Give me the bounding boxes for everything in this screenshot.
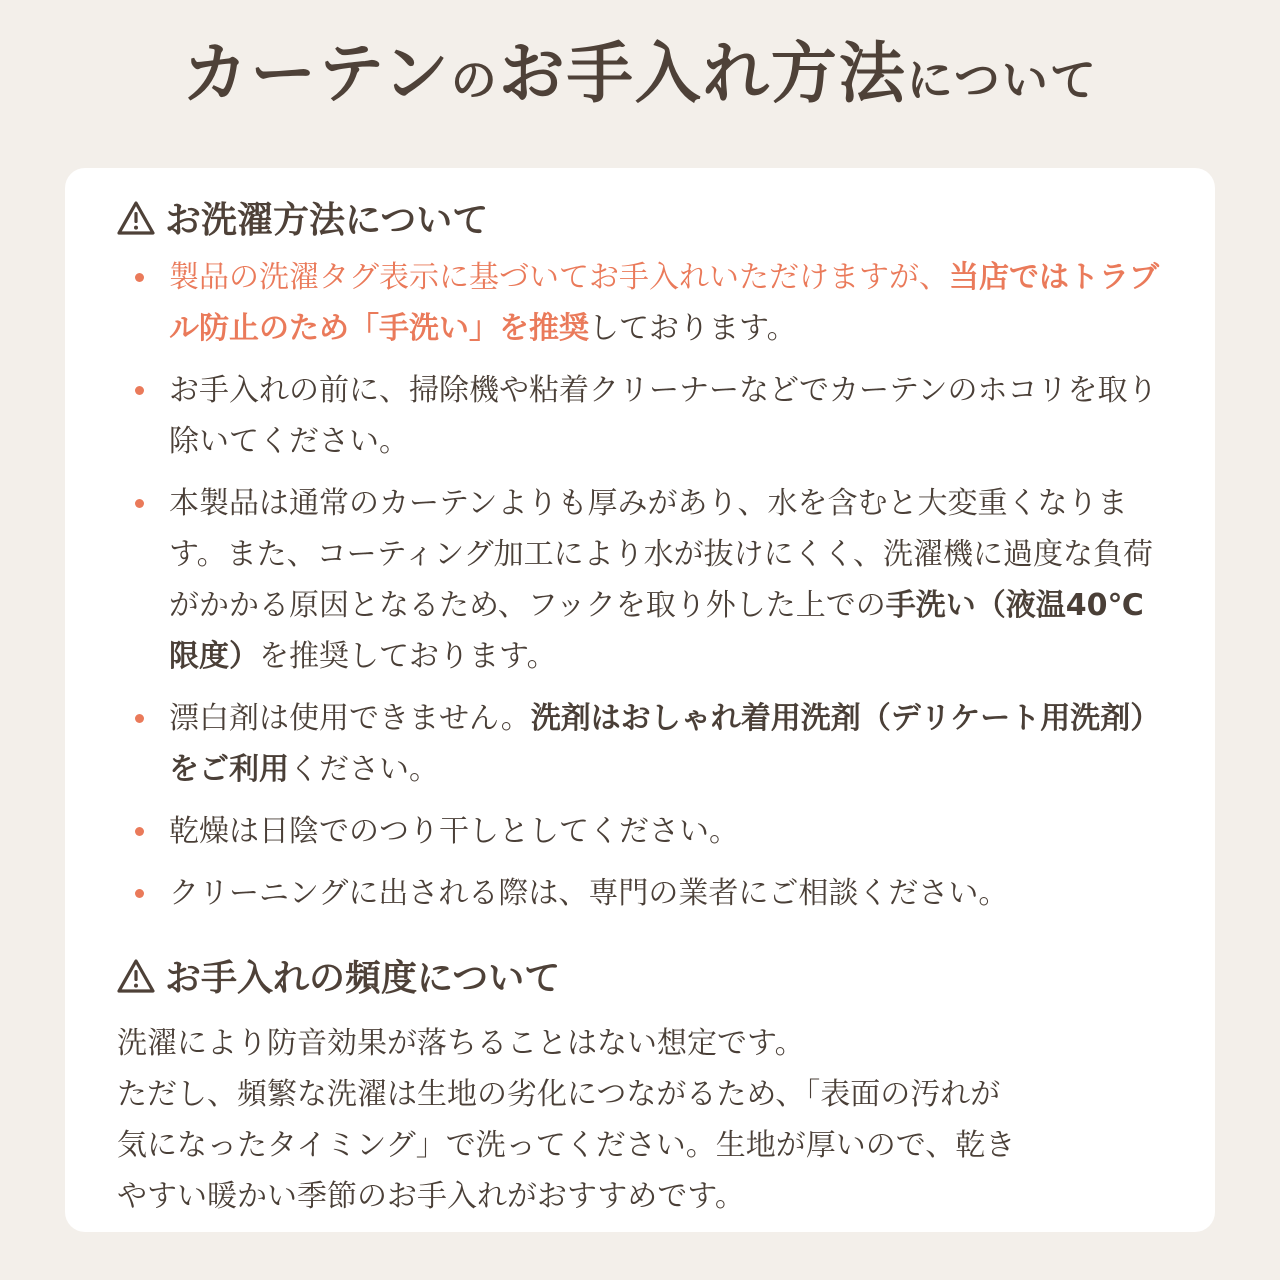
list-item (127, 868, 1167, 919)
page-title (0, 34, 1280, 112)
frequency-heading (117, 950, 560, 1001)
bullet-dot-icon (135, 827, 144, 836)
title-part-about: について (906, 53, 1098, 107)
list-item (127, 806, 1167, 857)
list-item (127, 478, 1167, 682)
paragraph-line: 洗濯により防音効果が落ちることはない想定です。 (117, 1026, 805, 1061)
content-card (65, 168, 1215, 1232)
item-emphasis: 洗剤はおしゃれ着用洗剤（デリケート用洗剤）をご利用 (169, 701, 1161, 787)
washing-heading-text: お洗濯方法について (165, 200, 489, 241)
bullet-dot-icon (135, 386, 144, 395)
warning-triangle-icon (117, 958, 155, 994)
list-item (127, 693, 1167, 795)
item-text: 漂白剤は使用できません。 (169, 701, 531, 736)
item-text: お手入れの前に、掃除機や粘着クリーナーなどでカーテンのホコリを取り除いてください。 (169, 373, 1158, 459)
item-text-end: を推奨しております。 (259, 639, 557, 674)
bullet-dot-icon (135, 714, 144, 723)
bullet-dot-icon (135, 889, 144, 898)
paragraph-line: 気になったタイミング」で洗ってください。生地が厚いので、乾き (117, 1128, 1016, 1163)
paragraph-line: ただし、頻繁な洗濯は生地の劣化につながるため、「表面の汚れが (117, 1077, 1001, 1112)
item-text: 本製品は通常のカーテンよりも厚みがあり、水を含むと大変重くなります。また、コーティング加工により水が抜けにくく、洗濯機に過度な負荷がかかる原因となるため、フックを取り外した上での (169, 486, 1153, 623)
item-text-end: ください。 (289, 752, 439, 787)
frequency-paragraph (117, 1018, 1187, 1222)
title-part-curtain: カーテン (182, 34, 451, 112)
item-text-end: しております。 (589, 311, 797, 346)
item-emphasis: 手洗い（液温40℃限度） (169, 588, 1144, 674)
warning-triangle-icon (117, 200, 155, 236)
frequency-heading-text: お手入れの頻度について (165, 958, 561, 999)
bullet-dot-icon (135, 499, 144, 508)
item-emphasis: 当店ではトラブル防止のため「手洗い」を推奨 (169, 260, 1159, 346)
washing-list (127, 252, 1167, 930)
title-part-no: の (450, 53, 499, 107)
paragraph-line: やすい暖かい季節のお手入れがおすすめです。 (117, 1179, 745, 1214)
title-part-care-method: お手入れ方法 (498, 34, 907, 112)
item-text: 乾燥は日陰でのつり干しとしてください。 (169, 814, 739, 849)
bullet-dot-icon (135, 273, 144, 282)
list-item (127, 252, 1167, 354)
washing-heading (117, 192, 488, 243)
item-text: 製品の洗濯タグ表示に基づいてお手入れいただけますが、 (169, 260, 949, 295)
item-text: クリーニングに出される際は、専門の業者にご相談ください。 (169, 876, 1009, 911)
list-item (127, 365, 1167, 467)
